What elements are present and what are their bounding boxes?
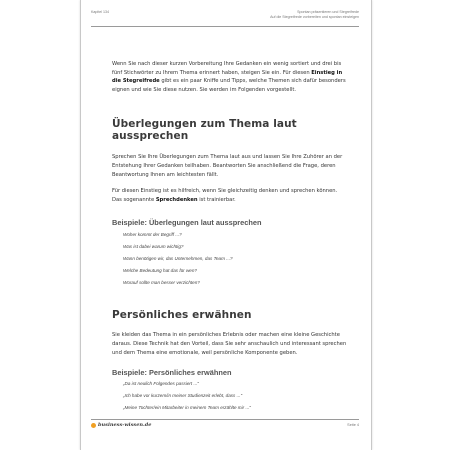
sprechdenken-bold-term: Sprechdenken: [155, 196, 198, 203]
section2-examples-heading: Beispiele: Persönliches erwähnen: [112, 368, 232, 378]
intro-paragraph: Wenn Sie nach dieser kurzen Vorbereitung Ihre Gedanken ein wenig sortiert und drei bis fünf Stichwörter zu Ihrem Thema erinnert haben, steigen Sie ein. Für diesen Einstieg in die Stegreifrede gibt es ein paar Kniffe und Tipps, welche Themen sich dafür besonders eignen und wie Sie diese nutzen. Sie werden im Folgenden vorgestellt.: [112, 61, 346, 93]
page-header: [91, 10, 359, 20]
section1-paragraph-1: Sprechen Sie Ihre Überlegungen zum Thema laut aus und lassen Sie Ihre Zuhörer an der Entstehung Ihrer Gedanken teilhaben. Beantworten Sie anschließend die Frage, deren Beantwortung Ihnen am leichtesten fällt.: [112, 154, 343, 178]
brand-logo: [91, 422, 151, 428]
section1-examples-heading: Beispiele: Überlegungen laut aussprechen: [112, 218, 262, 228]
section2-examples-list: [112, 378, 347, 414]
list-item: Woher kommt der Begriff ...?: [123, 232, 182, 238]
header-chapter: Kapitel 134: [91, 10, 109, 14]
header-title: Spontan präsentieren und Stegreifrede: [297, 10, 359, 14]
list-item: Welche Bedeutung hat das für wen?: [123, 268, 197, 274]
list-item: „Meine Tochter/ein Mitarbeiter in meinem Team erzählte mir ...": [123, 405, 251, 411]
document-page: [80, 0, 372, 450]
footer-divider: [91, 419, 359, 420]
intro-bold-term: Einstieg in die Stegreifrede: [112, 69, 343, 85]
list-item: „Da ist neulich Folgendes passiert ...": [123, 381, 199, 387]
header-subtitle: Auf die Stegreifrede vorbereiten und spontan einsteigen: [270, 15, 359, 20]
section2-heading: Persönliches erwähnen: [112, 309, 252, 322]
header-divider: [91, 26, 359, 27]
brand-dot-icon: [91, 423, 96, 428]
list-item: „Ich habe vor kurzem/in meiner Studienzeit erlebt, dass ...": [123, 393, 243, 399]
page-content: [112, 60, 347, 414]
section1-paragraph-2: Für diesen Einstieg ist es hilfreich, wenn Sie gleichzeitig denken und sprechen können. Das sogenannte Sprechdenken ist trainierbar.: [112, 188, 338, 203]
section1-examples-list: [112, 229, 347, 289]
section2-paragraph-1: Sie kleiden das Thema in ein persönliches Erlebnis oder machen eine kleine Geschichte daraus. Diese Technik hat den Vorteil, dass Sie sehr anschaulich und interessant sprechen und dem Thema eine emotionale, weil persönliche Komponente geben.: [112, 332, 347, 356]
list-item: Was ist dabei warum wichtig?: [123, 244, 184, 250]
page-number: Seite 4: [347, 423, 359, 427]
page-footer: [91, 422, 359, 428]
brand-name: business-wissen.de: [98, 422, 152, 428]
section1-heading: Überlegungen zum Thema laut aussprechen: [112, 118, 297, 143]
list-item: Worauf sollte man besser verzichten?: [123, 280, 200, 286]
list-item: Wann benötigen wir, das Unternehmen, das Team ...?: [123, 256, 233, 262]
